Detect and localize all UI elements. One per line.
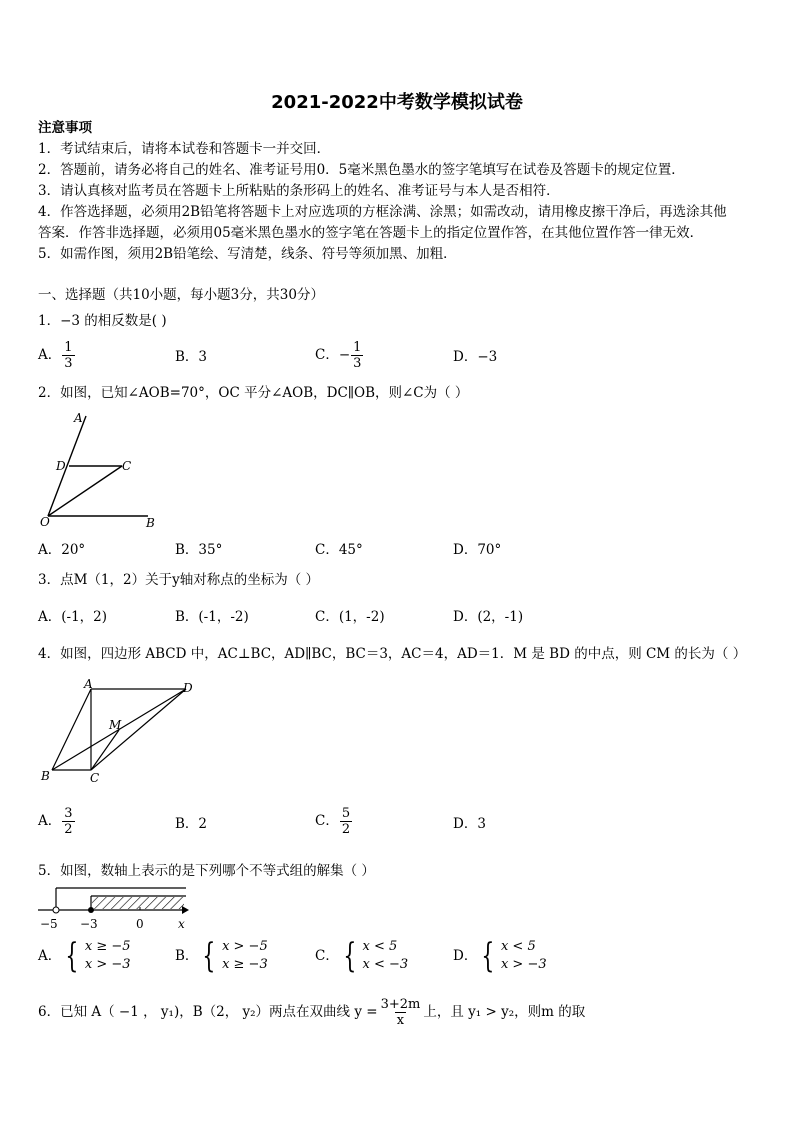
q3-option-b[interactable]: B．(-1，-2)	[175, 609, 249, 625]
q3-option-c[interactable]: C．(1，-2)	[315, 609, 385, 625]
tick-label: −3	[80, 917, 98, 931]
notice-item: 4．作答选择题，必须用2B铅笔将答题卡上对应选项的方框涂满、涂黑；如需改动，请用橡皮擦干净后，再选涂其他	[38, 204, 727, 220]
notice-item: 5．如需作图，须用2B铅笔绘、写清楚，线条、符号等须加黑、加粗．	[38, 246, 457, 262]
q4-option-b[interactable]: B．2	[175, 816, 208, 832]
question-1-stem: 1．−3 的相反数是( )	[38, 313, 167, 329]
q5-number-line	[36, 882, 196, 934]
brace: {	[202, 936, 216, 976]
q5-option-a[interactable]: A． { x ≥ −5 x > −3	[38, 936, 131, 976]
brace: {	[343, 936, 357, 976]
q2-option-b[interactable]: B．35°	[175, 542, 223, 558]
notice-item: 2．答题前，请务必将自己的姓名、准考证号用0．5毫米黑色墨水的签字笔填写在试卷及答题卡的规定位置．	[38, 162, 685, 178]
q5-option-d[interactable]: D． { x < 5 x > −3	[453, 936, 547, 976]
point-label: M	[109, 718, 122, 732]
point-label: A	[84, 677, 93, 691]
axis-label: x	[178, 917, 185, 931]
q3-option-a[interactable]: A．(-1，2)	[38, 609, 108, 625]
brace: {	[65, 936, 79, 976]
tick-label: −5	[40, 917, 58, 931]
q4-option-d[interactable]: D．3	[453, 816, 486, 832]
q2-option-d[interactable]: D．70°	[453, 542, 502, 558]
q5-option-c[interactable]: C． { x < 5 x < −3	[315, 936, 409, 976]
q5-option-b[interactable]: B． { x > −5 x ≥ −3	[175, 936, 268, 976]
q3-option-d[interactable]: D．(2，-1)	[453, 609, 524, 625]
notice-item: 1．考试结束后，请将本试卷和答题卡一并交回．	[38, 141, 331, 157]
point-label: D	[183, 681, 193, 695]
question-6-stem: 6．已知 A（ −1 ， y₁)，B（2， y₂）两点在双曲线 y = $\frac{3+2m}{x}$ 上，且 y₁ > y₂，则m 的取	[38, 997, 586, 1028]
fraction: $\frac{3+2m}{x}$	[380, 997, 421, 1028]
q4-option-a[interactable]: A． $\frac{3}{2}$	[38, 806, 73, 837]
question-2-stem: 2．如图，已知∠AOB=70°，OC 平分∠AOB，DC∥OB，则∠C为（ ）	[38, 385, 469, 401]
notice-item: 3．请认真核对监考员在答题卡上所粘贴的条形码上的姓名、准考证号与本人是否相符．	[38, 183, 560, 199]
question-3-stem: 3．点M（1，2）关于y轴对称点的坐标为（ ）	[38, 572, 320, 588]
q2-option-a[interactable]: A．20°	[38, 542, 86, 558]
brace: {	[481, 936, 495, 976]
page-title: 2021-2022中考数学模拟试卷	[271, 92, 523, 113]
point-label: C	[90, 771, 100, 785]
fraction: $\frac{1}{3}$	[353, 340, 362, 371]
fraction: $\frac{5}{2}$	[341, 806, 351, 837]
section-heading: 一、选择题（共10小题，每小题3分，共30分）	[38, 287, 324, 303]
q4-figure	[36, 676, 206, 786]
q1-option-d[interactable]: D．−3	[453, 349, 498, 365]
q4-option-c[interactable]: C． $\frac{5}{2}$	[315, 806, 351, 837]
notice-item: 答案．作答非选择题，必须用05毫米黑色墨水的签字笔在答题卡上的指定位置作答，在其他位置作答一律无效．	[38, 225, 704, 241]
fraction: $\frac{1}{3}$	[64, 340, 73, 371]
point-label: B	[41, 769, 50, 783]
point-label: D	[56, 459, 66, 473]
point-label: B	[146, 516, 155, 530]
q1-option-c[interactable]: C．− $\frac{1}{3}$	[315, 340, 362, 371]
point-label: O	[40, 515, 50, 529]
question-5-stem: 5．如图，数轴上表示的是下列哪个不等式组的解集（ ）	[38, 863, 375, 879]
point-label: A	[74, 411, 83, 425]
point-label: C	[122, 459, 132, 473]
q1-option-b[interactable]: B．3	[175, 349, 208, 365]
q2-option-c[interactable]: C．45°	[315, 542, 363, 558]
tick-label: 0	[136, 917, 144, 931]
question-4-stem: 4．如图，四边形 ABCD 中，AC⊥BC，AD∥BC，BC＝3，AC＝4，AD＝1．M 是 BD 的中点，则 CM 的长为（ ）	[38, 646, 747, 662]
fraction: $\frac{3}{2}$	[64, 806, 73, 837]
q2-figure	[36, 406, 176, 532]
q1-option-a[interactable]: A． $\frac{1}{3}$	[38, 340, 73, 371]
notice-heading: 注意事项	[38, 120, 92, 136]
